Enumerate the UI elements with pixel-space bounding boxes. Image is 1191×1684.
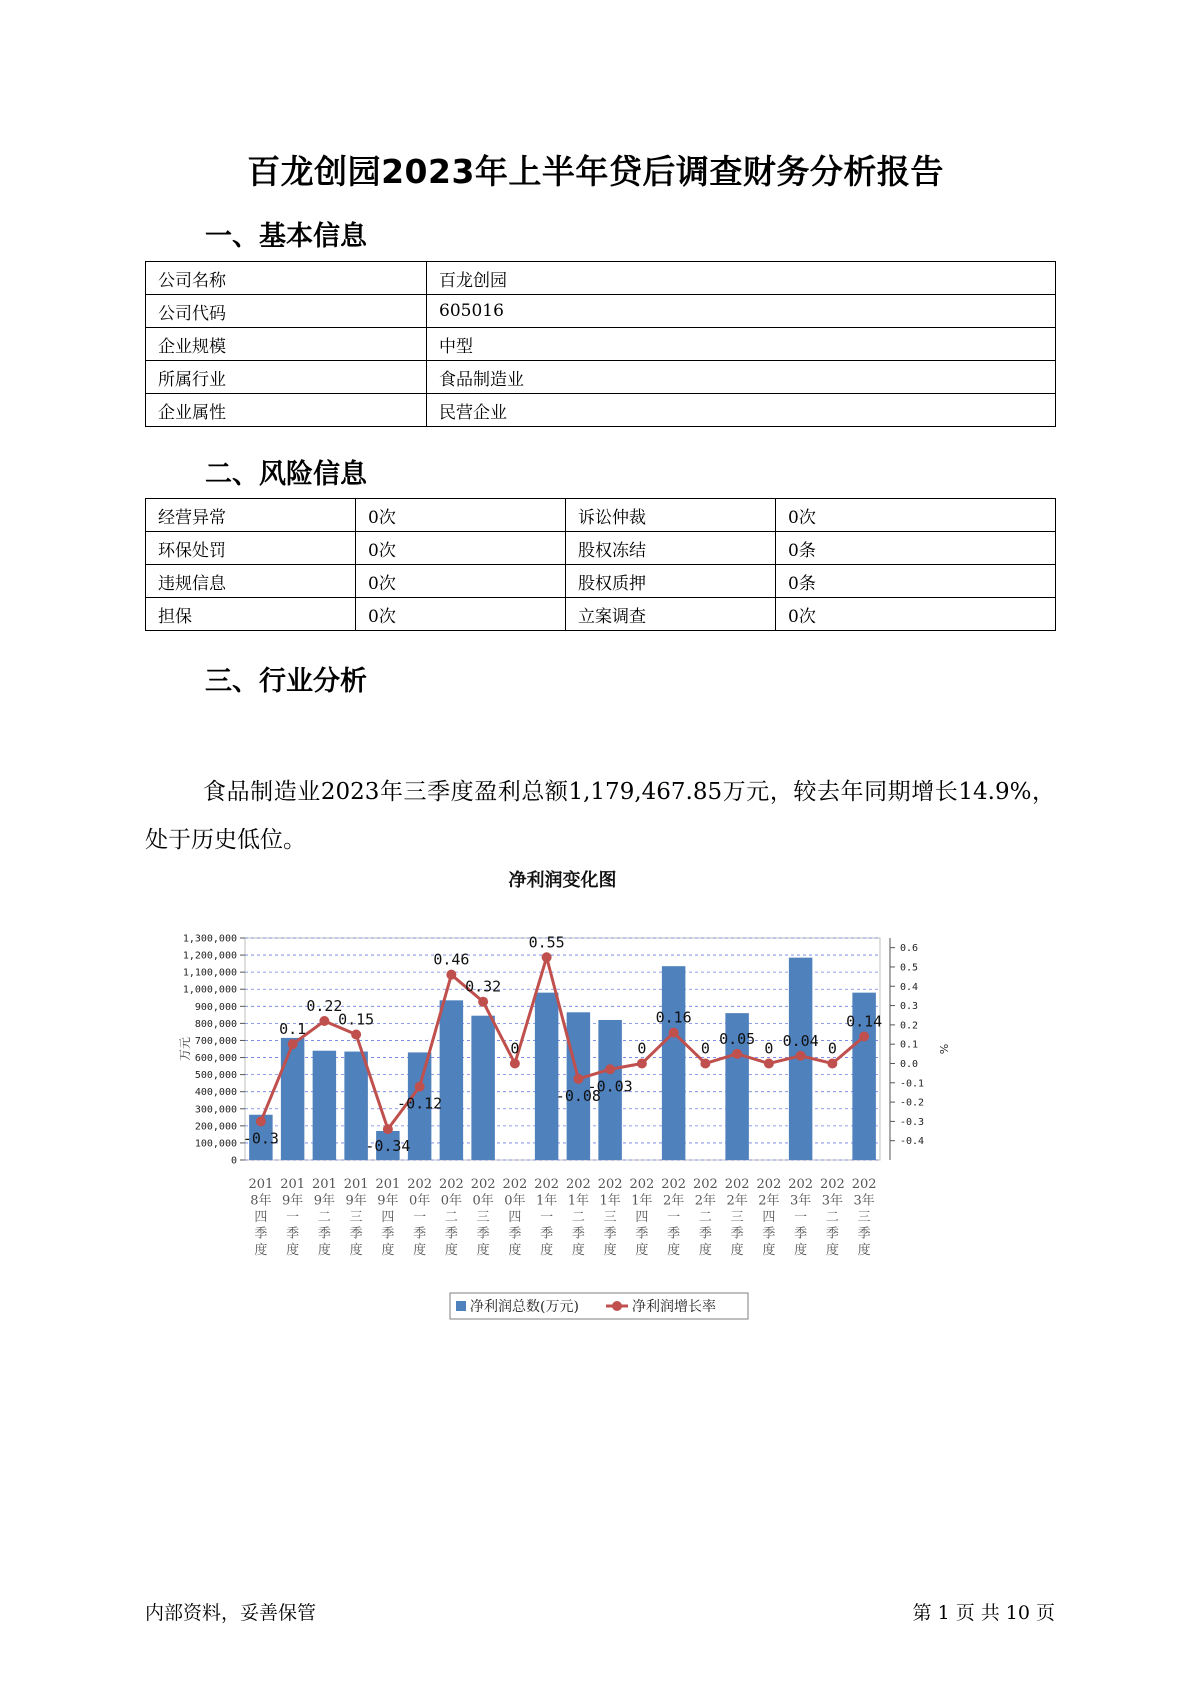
x-axis-category-label: 季 [857,1226,871,1242]
y-axis-tick-label: 700,000 [194,1035,237,1047]
growth-rate-point [542,952,552,962]
document-title: 百龙创园2023年上半年贷后调查财务分析报告 [247,152,944,191]
basic-info-row [146,295,1056,328]
risk-info-label: 经营异常 [146,499,356,532]
x-axis-category-label: 202 [851,1177,877,1192]
x-axis-category-label: 202 [597,1177,623,1192]
x-axis-category-label: 三 [730,1210,744,1225]
x-axis-category-label: 度 [254,1243,268,1258]
growth-rate-point [700,1058,710,1068]
y-axis-tick-label: 600,000 [194,1053,237,1065]
basic-info-value: 食品制造业 [427,361,1056,394]
risk-info-label: 股权质押 [566,565,776,598]
x-axis-category-label: 202 [565,1177,591,1192]
growth-rate-point [256,1116,266,1126]
risk-info-value: 0条 [776,565,1056,598]
x-axis-category-label: 四 [508,1210,522,1225]
x-axis-category-label: 三 [476,1210,490,1225]
x-axis-category-label: 度 [571,1243,585,1258]
x-axis-category-label: 9年 [281,1193,304,1209]
x-axis-category-label: 季 [635,1226,649,1242]
x-axis-category-label: 度 [698,1243,712,1258]
x-axis-category-label: 202 [407,1177,433,1192]
risk-info-value: 0次 [356,565,566,598]
x-axis-category-label: 度 [667,1243,681,1258]
x-axis-category-label: 季 [444,1226,458,1242]
risk-info-row [146,598,1056,631]
x-axis-category-label: 2年 [726,1193,748,1209]
x-axis-category-label: 季 [571,1226,585,1242]
growth-rate-point [415,1082,425,1092]
x-axis-category-label: 1年 [631,1193,653,1209]
growth-rate-point [796,1051,806,1061]
x-axis-category-label: 3年 [853,1193,875,1209]
x-axis-category-label: 202 [788,1177,814,1192]
x-axis-category-label: 四 [254,1210,268,1225]
data-label: -0.03 [587,1077,633,1096]
x-axis-category-label: 度 [825,1243,839,1258]
x-axis-category-label: 1年 [599,1193,621,1209]
basic-info-label: 企业规模 [146,328,427,361]
y2-axis-tick-label: -0.1 [900,1078,925,1090]
x-axis-category-label: 三 [603,1210,617,1225]
x-axis-category-label: 201 [248,1177,274,1192]
x-axis-category-label: 度 [730,1243,744,1258]
x-axis-category-label: 季 [762,1226,776,1242]
x-axis-category-label: 季 [254,1226,268,1242]
growth-rate-point [446,970,456,980]
basic-info-row [146,262,1056,295]
basic-info-value: 中型 [427,328,1056,361]
data-label: -0.34 [365,1137,411,1156]
x-axis-category-label: 度 [413,1243,427,1258]
x-axis-category-label: 2年 [758,1193,780,1209]
risk-info-value: 0次 [356,598,566,631]
basic-info-row [146,394,1056,427]
growth-rate-point [827,1058,837,1068]
x-axis-category-label: 202 [756,1177,782,1192]
growth-rate-point [637,1058,647,1068]
x-axis-category-label: 1年 [567,1193,590,1209]
risk-info-label: 诉讼仲裁 [566,499,776,532]
x-axis-category-label: 202 [692,1177,718,1192]
x-axis-category-label: 季 [698,1226,712,1242]
section-heading-basic-info: 一、基本信息 [205,221,367,252]
x-axis-category-label: 度 [635,1243,649,1258]
x-axis-category-label: 0年 [472,1193,494,1209]
data-label: 0 [764,1039,774,1058]
x-axis-category-label: 三 [857,1210,871,1225]
basic-info-label: 企业属性 [146,394,427,427]
x-axis-category-label: 202 [438,1177,464,1192]
x-axis-category-label: 季 [540,1226,554,1242]
growth-rate-point [605,1064,615,1074]
growth-rate-point [510,1058,520,1068]
x-axis-category-label: 季 [286,1226,300,1242]
x-axis-category-label: 度 [476,1243,490,1258]
x-axis-category-label: 度 [317,1243,331,1258]
basic-info-table [145,261,1056,427]
y-axis-tick-label: 500,000 [194,1070,237,1082]
y-axis-title: 万元 [178,1036,192,1062]
data-label: -0.3 [242,1129,279,1148]
x-axis-category-label: 季 [508,1226,522,1242]
y-axis-tick-label: 900,000 [194,1001,237,1013]
y-axis-tick-label: 1,000,000 [182,984,237,996]
growth-rate-point [319,1016,329,1026]
risk-info-label: 环保处罚 [146,532,356,565]
x-axis-category-label: 9年 [345,1193,367,1209]
industry-analysis-paragraph: 食品制造业2023年三季度盈利总额1,179,467.85万元，较去年同期增长14.9%，处于历史低位。 [145,779,1055,853]
data-label: 0.04 [782,1031,819,1050]
y2-axis-tick-label: -0.3 [900,1116,925,1128]
x-axis-category-label: 四 [635,1210,649,1225]
x-axis-category-label: 202 [502,1177,528,1192]
risk-info-value: 0次 [356,532,566,565]
data-label: -0.08 [555,1086,601,1105]
bar [281,1038,304,1160]
risk-info-value: 0次 [776,598,1056,631]
x-axis-category-label: 季 [381,1226,395,1242]
data-label: 0 [637,1039,647,1058]
y2-axis-tick-label: 0.1 [900,1039,919,1051]
x-axis-category-label: 度 [603,1243,617,1258]
data-label: 0.22 [306,997,343,1016]
x-axis-category-label: 202 [470,1177,496,1192]
basic-info-label: 公司名称 [146,262,427,295]
x-axis-category-label: 3年 [821,1193,844,1209]
y-axis-tick-label: 800,000 [194,1018,237,1030]
x-axis-category-label: 季 [349,1226,363,1242]
x-axis-category-label: 2年 [694,1193,717,1209]
bar [313,1051,336,1160]
x-axis-category-label: 度 [349,1243,363,1258]
bar [440,1000,463,1160]
data-label: 0 [827,1039,837,1058]
footer-page-number: 第 1 页 共 10 页 [912,1602,1055,1624]
growth-rate-point [573,1074,583,1084]
risk-info-row [146,499,1056,532]
growth-rate-point [478,997,488,1007]
x-axis-category-label: 季 [603,1226,617,1242]
legend-line-label: 净利润增长率 [632,1299,716,1315]
data-label: 0.46 [433,950,470,969]
x-axis-category-label: 0年 [408,1193,431,1209]
risk-info-value: 0次 [356,499,566,532]
x-axis-category-label: 度 [381,1243,395,1258]
x-axis-category-label: 二 [571,1210,585,1225]
y-axis-tick-label: 100,000 [194,1138,237,1150]
x-axis-category-label: 一 [540,1210,554,1225]
growth-rate-point [859,1031,869,1041]
x-axis-category-label: 度 [794,1243,808,1258]
basic-info-value: 605016 [427,295,1056,328]
x-axis-category-label: 二 [698,1210,712,1225]
growth-rate-point [288,1039,298,1049]
y-axis-tick-label: 300,000 [194,1104,237,1116]
y-axis-tick-label: 1,100,000 [182,967,237,979]
x-axis-category-label: 四 [381,1210,395,1225]
x-axis-category-label: 二 [444,1210,458,1225]
basic-info-value: 民营企业 [427,394,1056,427]
section-heading-industry-analysis: 三、行业分析 [205,666,367,697]
x-axis-category-label: 1年 [535,1193,558,1209]
x-axis-category-label: 度 [540,1243,554,1258]
x-axis-category-label: 202 [724,1177,750,1192]
data-label: 0.16 [655,1008,692,1027]
y2-axis-tick-label: -0.4 [900,1136,925,1148]
x-axis-category-label: 季 [794,1226,808,1242]
growth-rate-point [383,1124,393,1134]
bar [471,1016,494,1160]
x-axis-category-label: 季 [825,1226,839,1242]
x-axis-category-label: 一 [667,1210,681,1225]
x-axis-category-label: 202 [819,1177,845,1192]
x-axis-category-label: 四 [762,1210,776,1225]
x-axis-category-label: 度 [762,1243,776,1258]
x-axis-category-label: 二 [825,1210,839,1225]
section-heading-risk-info: 二、风险信息 [205,459,367,490]
x-axis-category-label: 3年 [789,1193,812,1209]
x-axis-category-label: 9年 [377,1193,399,1209]
data-label: 0.14 [846,1012,883,1031]
footer-confidential-note: 内部资料，妥善保管 [145,1602,317,1624]
bar [535,993,558,1160]
x-axis-category-label: 度 [857,1243,871,1258]
x-axis-category-label: 一 [794,1210,808,1225]
x-axis-category-label: 一 [286,1210,300,1225]
x-axis-category-label: 201 [280,1177,306,1192]
bar [662,966,685,1160]
x-axis-category-label: 8年 [250,1193,272,1209]
x-axis-category-label: 202 [534,1177,560,1192]
y2-axis-tick-label: 0.5 [900,962,919,974]
y2-axis-tick-label: 0.0 [900,1058,919,1070]
risk-info-label: 担保 [146,598,356,631]
legend-line-marker [612,1301,622,1311]
x-axis-category-label: 202 [661,1177,687,1192]
x-axis-category-label: 0年 [504,1193,526,1209]
basic-info-row [146,361,1056,394]
data-label: 0 [510,1039,520,1058]
data-label: 0.05 [719,1029,756,1048]
growth-rate-point [351,1030,361,1040]
net-profit-chart [175,870,1035,1338]
data-label: 0.32 [465,977,502,996]
risk-info-table [145,498,1056,631]
y-axis-tick-label: 0 [230,1155,237,1167]
x-axis-category-label: 2年 [662,1193,685,1209]
x-axis-category-label: 201 [311,1177,337,1192]
basic-info-row [146,328,1056,361]
data-label: -0.12 [397,1094,443,1113]
data-label: 0.55 [528,933,565,952]
basic-info-label: 公司代码 [146,295,427,328]
x-axis-category-label: 季 [317,1226,331,1242]
risk-info-value: 0次 [776,499,1056,532]
y2-axis-tick-label: 0.3 [900,1001,919,1013]
x-axis-category-label: 9年 [313,1193,336,1209]
risk-info-label: 股权冻结 [566,532,776,565]
y-axis-tick-label: 400,000 [194,1087,237,1099]
y2-axis-tick-label: 0.2 [900,1020,919,1032]
x-axis-category-label: 度 [508,1243,522,1258]
y-axis-tick-label: 1,200,000 [182,950,237,962]
x-axis-category-label: 201 [343,1177,369,1192]
risk-info-row [146,532,1056,565]
legend-bar-label: 净利润总数(万元) [470,1299,579,1315]
x-axis-category-label: 202 [629,1177,655,1192]
y-axis-tick-label: 1,300,000 [182,933,237,945]
data-label: 0.1 [279,1020,307,1039]
y-axis-tick-label: 200,000 [194,1121,237,1133]
y2-axis-tick-label: -0.2 [900,1097,925,1109]
growth-rate-point [764,1058,774,1068]
x-axis-category-label: 一 [413,1210,427,1225]
x-axis-category-label: 度 [444,1243,458,1258]
x-axis-category-label: 季 [667,1226,681,1242]
data-label: 0.15 [338,1010,375,1029]
x-axis-category-label: 二 [317,1210,331,1225]
x-axis-category-label: 0年 [440,1193,463,1209]
risk-info-label: 立案调查 [566,598,776,631]
basic-info-value: 百龙创园 [427,262,1056,295]
x-axis-category-label: 季 [476,1226,490,1242]
x-axis-category-label: 三 [349,1210,363,1225]
growth-rate-point [732,1049,742,1059]
x-axis-category-label: 季 [730,1226,744,1242]
risk-info-row [146,565,1056,598]
y2-axis-title: % [937,1043,950,1055]
x-axis-category-label: 度 [286,1243,300,1258]
growth-rate-point [669,1028,679,1038]
risk-info-label: 违规信息 [146,565,356,598]
risk-info-value: 0条 [776,532,1056,565]
y2-axis-tick-label: 0.6 [900,943,919,955]
data-label: 0 [700,1039,710,1058]
net-profit-chart-svg [175,870,1035,1408]
basic-info-label: 所属行业 [146,361,427,394]
legend-bar-swatch [456,1301,466,1311]
x-axis-category-label: 季 [413,1226,427,1242]
chart-title: 净利润变化图 [508,870,617,891]
y2-axis-tick-label: 0.4 [900,981,919,993]
x-axis-category-label: 201 [375,1177,401,1192]
